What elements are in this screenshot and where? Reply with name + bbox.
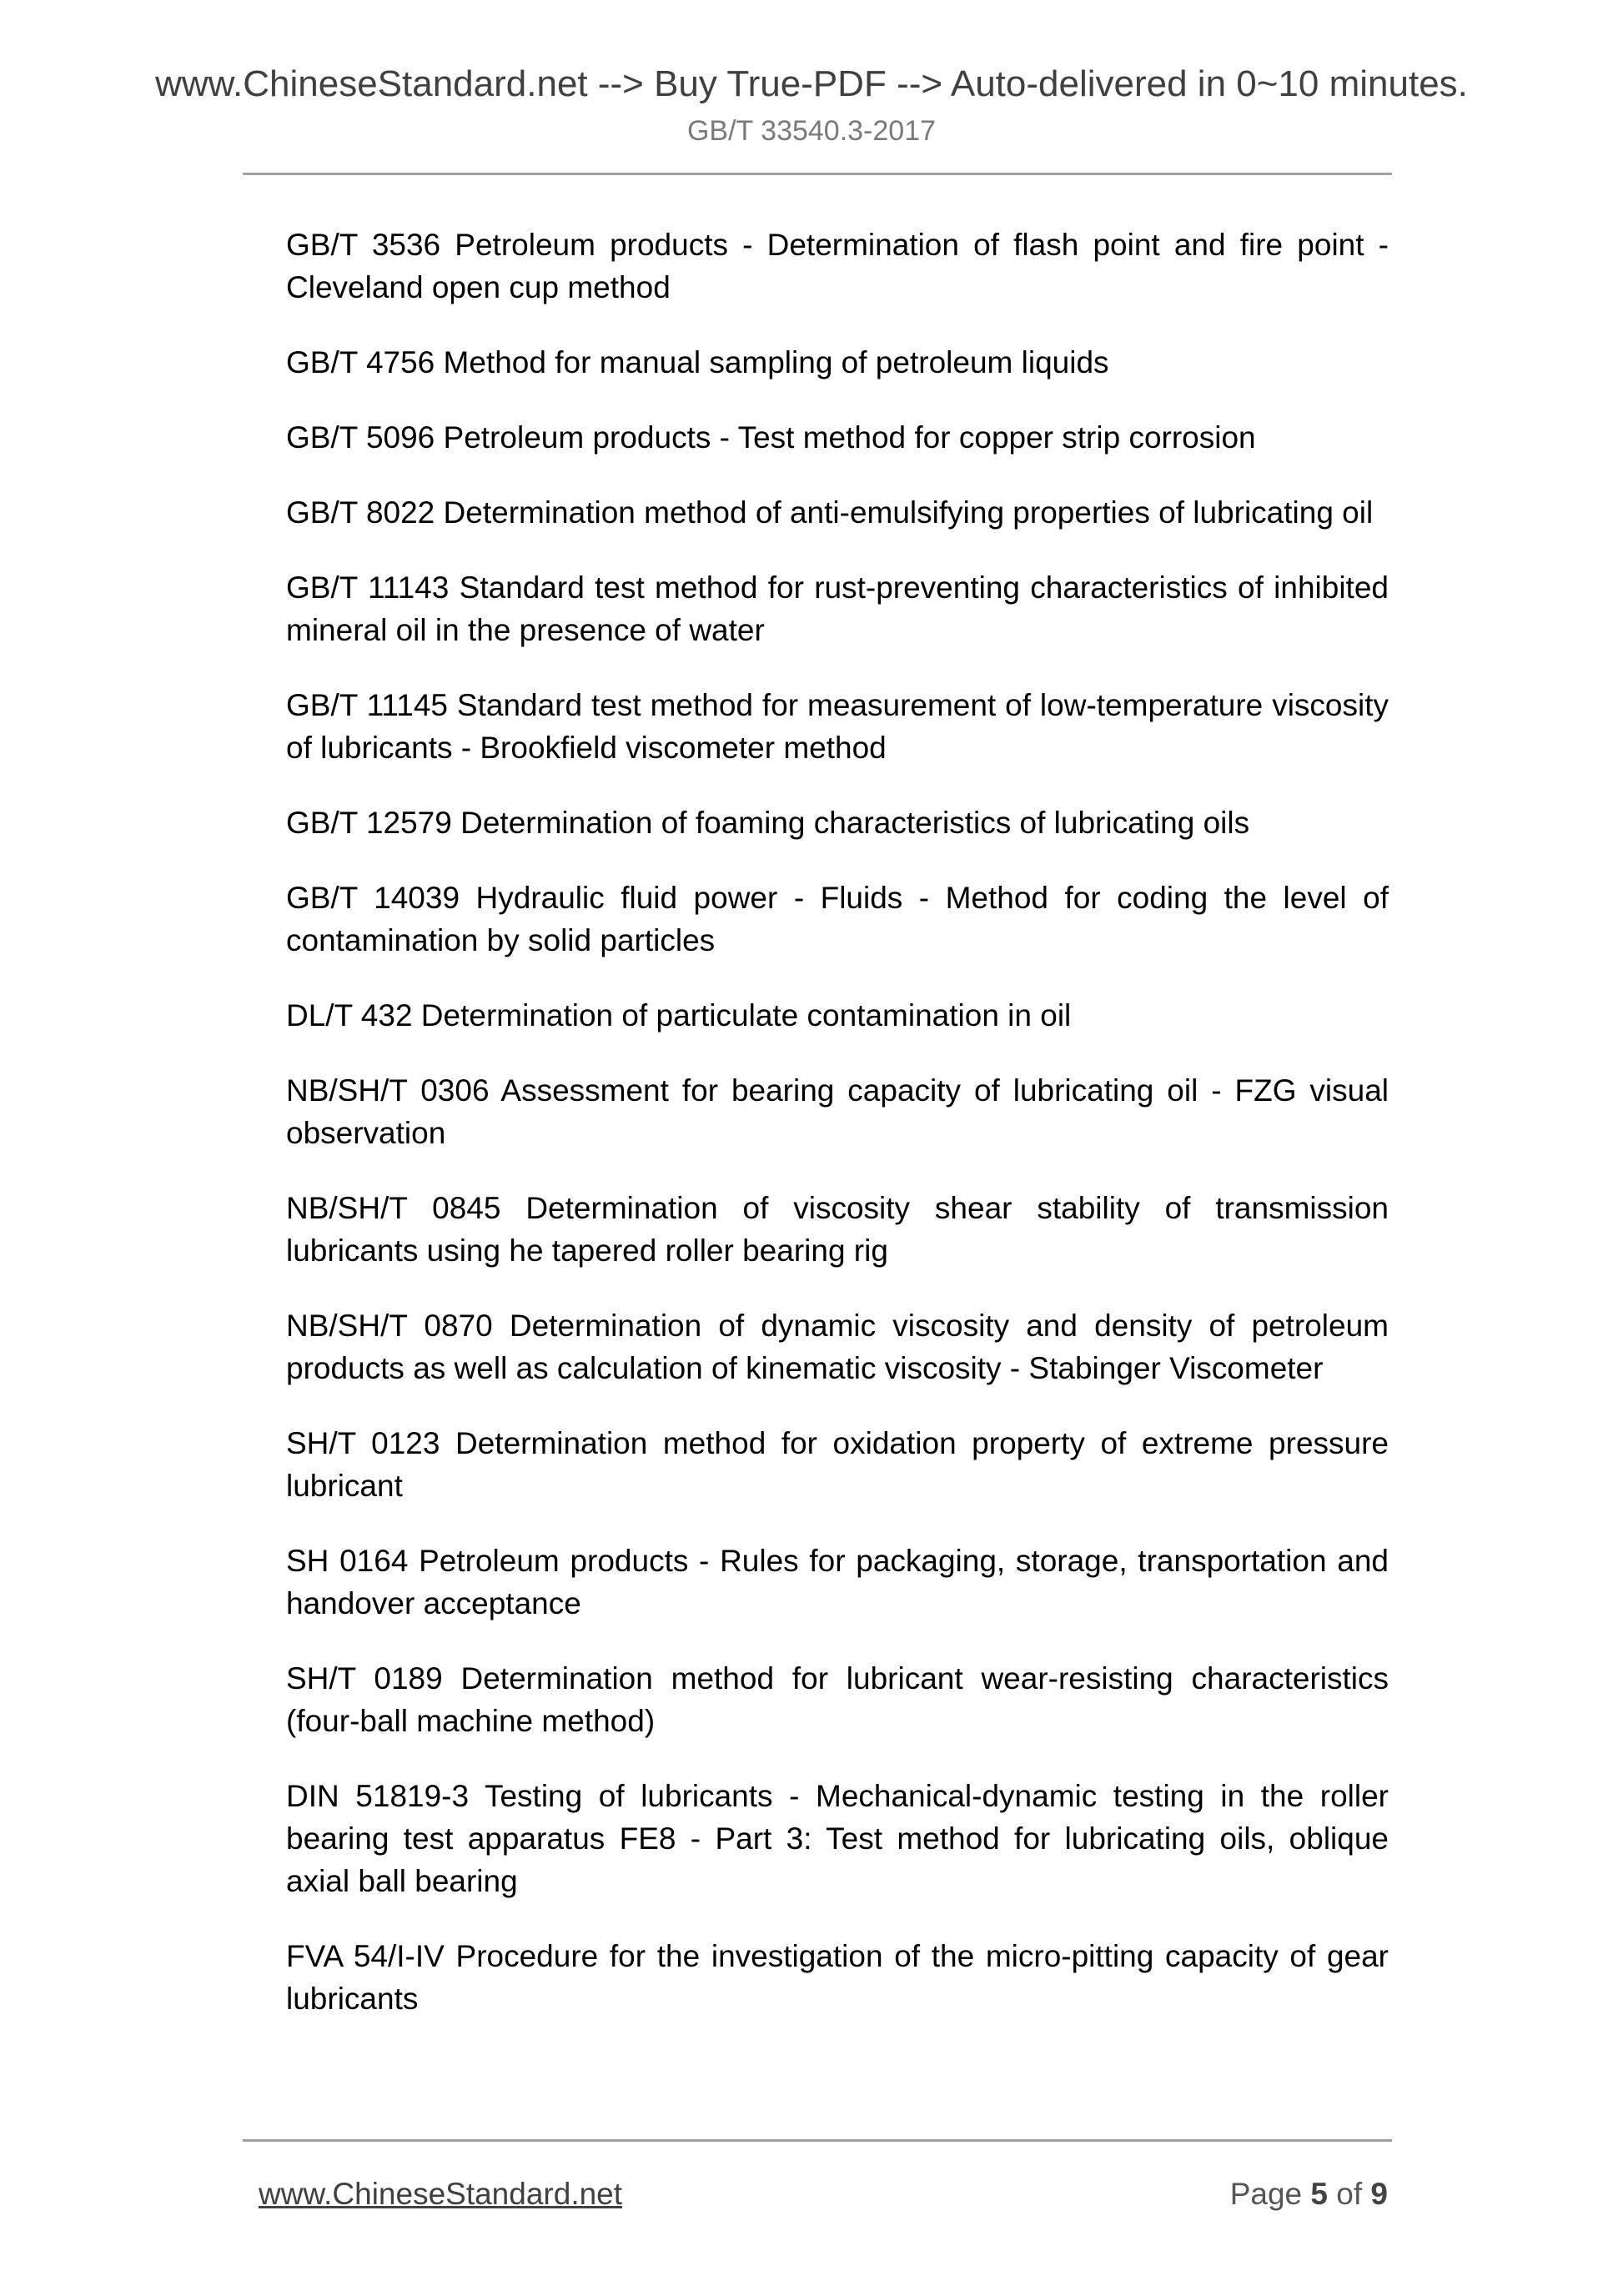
reference-item: GB/T 11145 Standard test method for measurement of low-temperature viscosity of lubricants - Brookfield viscometer method: [286, 688, 1389, 765]
reference-item: SH 0164 Petroleum products - Rules for packaging, storage, transportation and handover acceptance: [286, 1544, 1389, 1620]
normative-references-list: [286, 224, 1389, 2052]
reference-item: SH/T 0123 Determination method for oxidation property of extreme pressure lubricant: [286, 1426, 1389, 1503]
reference-item: GB/T 3536 Petroleum products - Determination of flash point and fire point - Cleveland open cup method: [286, 228, 1389, 304]
reference-item: NB/SH/T 0870 Determination of dynamic viscosity and density of petroleum products as well as calculation of kinematic viscosity - Stabinger Viscometer: [286, 1309, 1389, 1385]
reference-item: GB/T 8022 Determination method of anti-emulsifying properties of lubricating oil: [286, 495, 1374, 530]
page-of: of: [1336, 2177, 1363, 2211]
reference-item: NB/SH/T 0845 Determination of viscosity shear stability of transmission lubricants using he tapered roller bearing rig: [286, 1191, 1389, 1268]
reference-item: GB/T 5096 Petroleum products - Test method for copper strip corrosion: [286, 420, 1256, 455]
reference-item: GB/T 14039 Hydraulic fluid power - Fluids - Method for coding the level of contamination by solid particles: [286, 881, 1389, 957]
header-banner: www.ChineseStandard.net --> Buy True-PDF --> Auto-delivered in 0~10 minutes.: [155, 63, 1468, 104]
reference-item: SH/T 0189 Determination method for lubricant wear-resisting characteristics (four-ball machine method): [286, 1661, 1389, 1738]
reference-item: GB/T 12579 Determination of foaming characteristics of lubricating oils: [286, 806, 1250, 840]
page-prefix: Page: [1229, 2177, 1303, 2211]
page-total: 9: [1370, 2177, 1388, 2211]
reference-item: DL/T 432 Determination of particulate contamination in oil: [286, 998, 1072, 1032]
reference-item: GB/T 11143 Standard test method for rust-preventing characteristics of inhibited mineral oil in the presence of water: [286, 570, 1389, 647]
page-current: 5: [1310, 2177, 1328, 2211]
page-indicator: [1230, 2177, 1388, 2212]
standard-code: GB/T 33540.3-2017: [686, 115, 937, 147]
footer-divider: [243, 2139, 1392, 2142]
reference-item: DIN 51819-3 Testing of lubricants - Mechanical-dynamic testing in the roller bearing test apparatus FE8 - Part 3: Test method for lubricating oils, oblique axial ball bearing: [286, 1779, 1389, 1898]
header-divider: [243, 173, 1392, 175]
reference-item: NB/SH/T 0306 Assessment for bearing capacity of lubricating oil - FZG visual observation: [286, 1073, 1389, 1150]
footer-website-link[interactable]: www.ChineseStandard.net: [259, 2177, 623, 2211]
reference-item: FVA 54/I-IV Procedure for the investigation of the micro-pitting capacity of gear lubricants: [286, 1939, 1389, 2016]
reference-item: GB/T 4756 Method for manual sampling of petroleum liquids: [286, 345, 1109, 379]
